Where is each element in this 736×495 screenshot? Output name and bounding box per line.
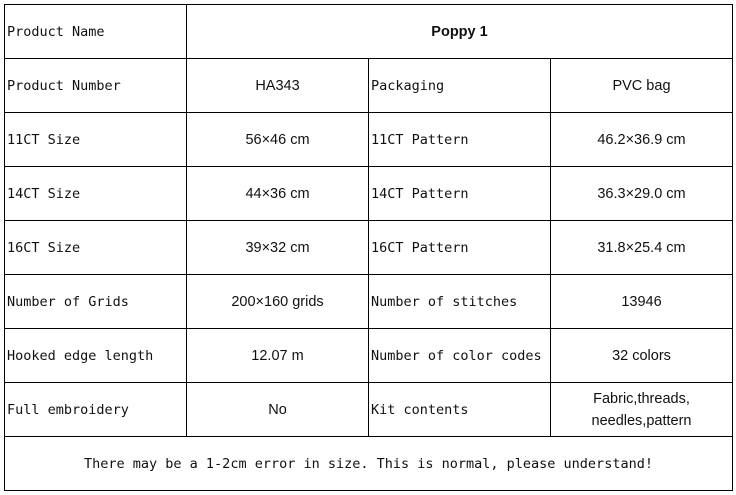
table-row <box>5 437 733 491</box>
pattern-16ct-label: 16CT Pattern <box>369 221 551 275</box>
table-row <box>5 221 733 275</box>
grids-value: 200×160 grids <box>187 275 369 329</box>
packaging-value: PVC bag <box>551 59 733 113</box>
table-row <box>5 383 733 437</box>
pattern-11ct-label: 11CT Pattern <box>369 113 551 167</box>
hooked-edge-label: Hooked edge length <box>5 329 187 383</box>
kit-contents-value <box>551 383 733 437</box>
pattern-14ct-value: 36.3×29.0 cm <box>551 167 733 221</box>
kit-contents-line-1: Fabric,threads, <box>593 390 690 407</box>
size-16ct-value: 39×32 cm <box>187 221 369 275</box>
product-name-value: Poppy 1 <box>187 5 733 59</box>
pattern-11ct-value: 46.2×36.9 cm <box>551 113 733 167</box>
full-embroidery-label: Full embroidery <box>5 383 187 437</box>
product-number-label: Product Number <box>5 59 187 113</box>
size-error-note: There may be a 1-2cm error in size. This is normal, please understand! <box>5 437 733 491</box>
hooked-edge-value: 12.07 m <box>187 329 369 383</box>
pattern-16ct-value: 31.8×25.4 cm <box>551 221 733 275</box>
table-row <box>5 167 733 221</box>
size-11ct-value: 56×46 cm <box>187 113 369 167</box>
size-11ct-label: 11CT Size <box>5 113 187 167</box>
table-row <box>5 113 733 167</box>
color-codes-label: Number of color codes <box>369 329 551 383</box>
product-spec-table <box>4 4 733 491</box>
stitches-value: 13946 <box>551 275 733 329</box>
table-row <box>5 59 733 113</box>
full-embroidery-value: No <box>187 383 369 437</box>
packaging-label: Packaging <box>369 59 551 113</box>
grids-label: Number of Grids <box>5 275 187 329</box>
size-14ct-label: 14CT Size <box>5 167 187 221</box>
table-row <box>5 275 733 329</box>
product-name-label: Product Name <box>5 5 187 59</box>
color-codes-value: 32 colors <box>551 329 733 383</box>
table-row <box>5 5 733 59</box>
kit-contents-label: Kit contents <box>369 383 551 437</box>
size-16ct-label: 16CT Size <box>5 221 187 275</box>
table-row <box>5 329 733 383</box>
product-number-value: HA343 <box>187 59 369 113</box>
kit-contents-line-2: needles,pattern <box>591 412 692 429</box>
pattern-14ct-label: 14CT Pattern <box>369 167 551 221</box>
size-14ct-value: 44×36 cm <box>187 167 369 221</box>
stitches-label: Number of stitches <box>369 275 551 329</box>
